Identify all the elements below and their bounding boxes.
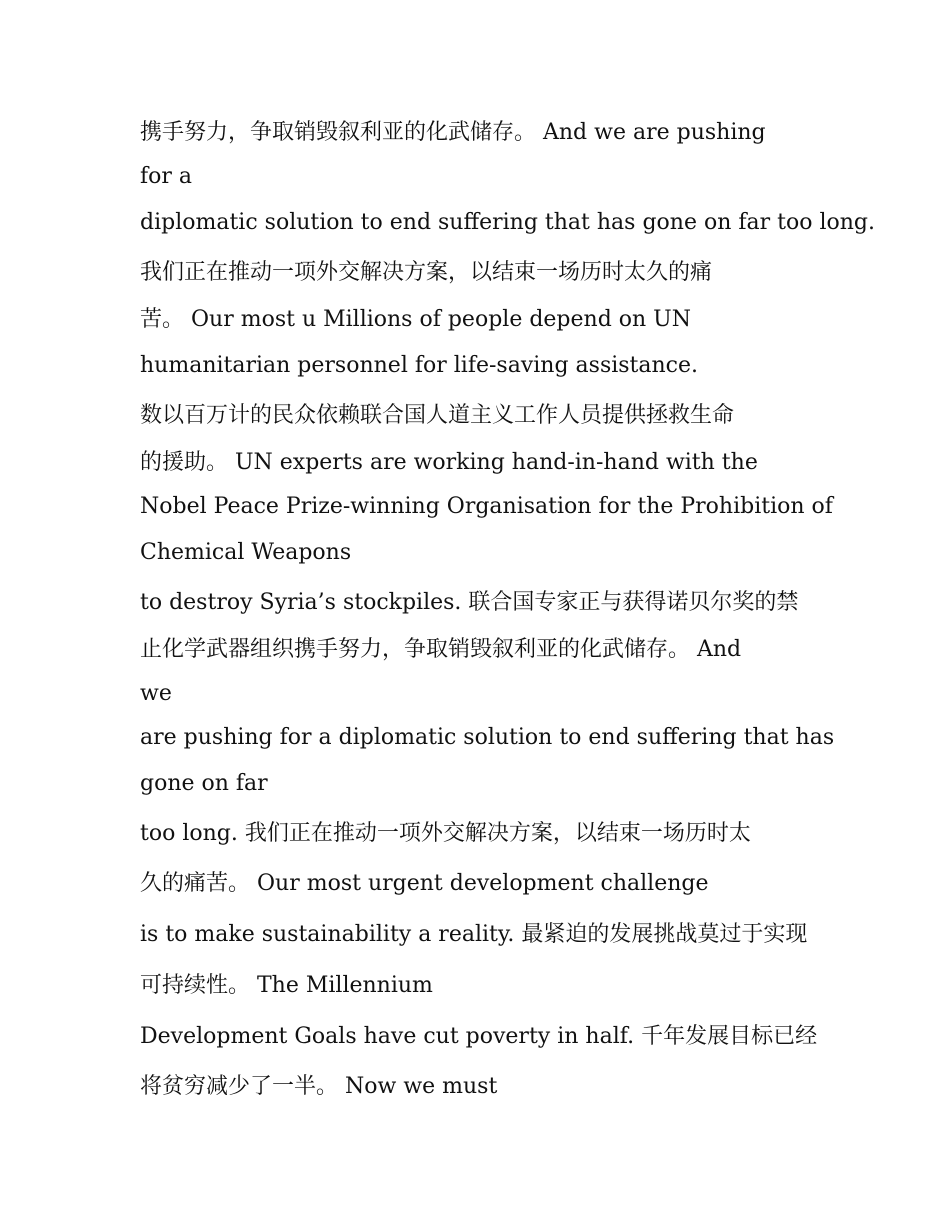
text-line: 苦。 Our most u Millions of people depend on UN: [140, 307, 691, 332]
text-line: 可持续性。 The Millennium: [140, 973, 433, 998]
text-line: 将贫穷减少了一半。 Now we must: [140, 1074, 498, 1099]
body-text: [140, 111, 875, 1112]
text-line: 数以百万计的民众依赖联合国人道主义工作人员提供拯救生命: [140, 403, 735, 428]
text-line: 久的痛苦。 Our most urgent development challenge: [140, 871, 709, 896]
text-line: diplomatic solution to end suffering that has gone on far too long.: [140, 210, 875, 235]
text-line: humanitarian personnel for life-saving assistance.: [140, 353, 699, 378]
text-line: 我们正在推动一项外交解决方案，以结束一场历时太久的痛: [140, 260, 713, 285]
text-line: to destroy Syria’s stockpiles. 联合国专家正与获得诺贝尔奖的禁: [140, 590, 799, 615]
text-line: Development Goals have cut poverty in half. 千年发展目标已经: [140, 1024, 818, 1049]
text-line: Nobel Peace Prize-winning Organisation for the Prohibition of: [140, 494, 833, 519]
text-line: 的援助。 UN experts are working hand-in-hand with the: [140, 450, 758, 475]
text-line: 携手努力，争取销毁叙利亚的化武储存。 And we are pushing: [140, 120, 766, 145]
text-line: we: [140, 681, 172, 706]
text-line: are pushing for a diplomatic solution to end suffering that has: [140, 725, 835, 750]
text-line: too long. 我们正在推动一项外交解决方案，以结束一场历时太: [140, 821, 751, 846]
text-line: Chemical Weapons: [140, 540, 352, 565]
text-line: for a: [140, 164, 193, 189]
text-line: gone on far: [140, 771, 268, 796]
text-line: 止化学武器组织携手努力，争取销毁叙利亚的化武储存。 And: [140, 637, 742, 662]
text-line: is to make sustainability a reality. 最紧迫的发展挑战莫过于实现: [140, 922, 808, 947]
